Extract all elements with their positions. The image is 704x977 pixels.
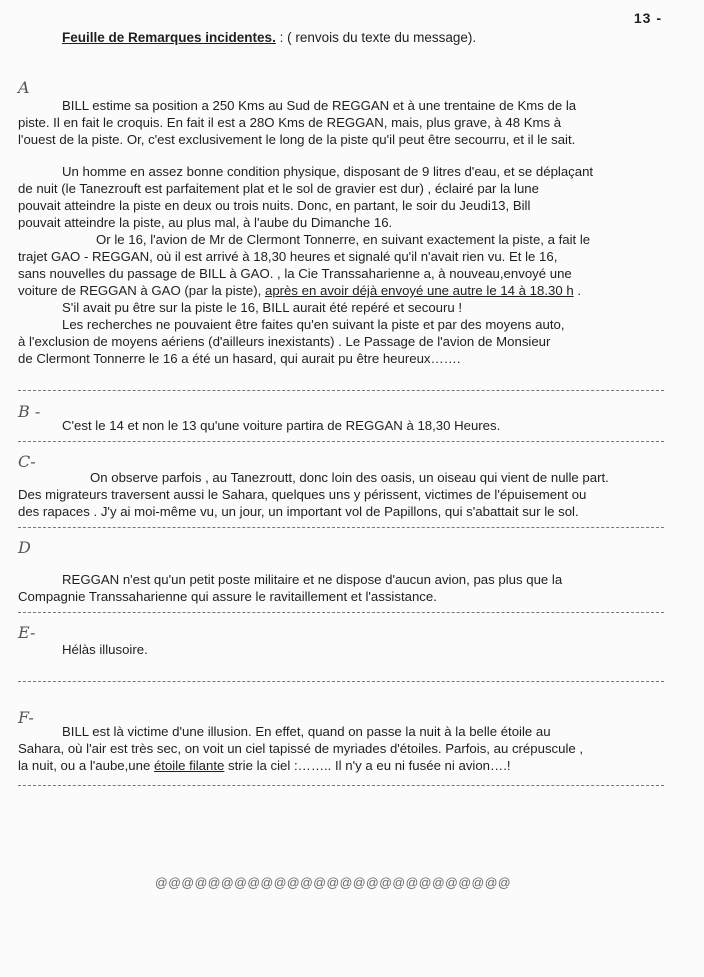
section-a-line: Un homme en assez bonne condition physique, disposant de 9 litres d'eau, et se déplaçant [62,164,594,179]
section-f-marker: F- [18,708,34,727]
section-a-line: pouvait atteindre la piste en deux ou trois nuits. Donc, en partant, le soir du Jeudi13, Bill [18,198,531,213]
section-a-line: l'ouest de la piste. Or, c'est exclusivement le long de la piste qu'il peut être secourru, et il le sait. [18,132,576,147]
section-a-line: de Clermont Tonnerre le 16 a été un hasard, qui aurait pu être heureux……. [18,351,461,366]
section-f-line [18,758,511,774]
section-a-line: S'il avait pu être sur la piste le 16, BILL aurait été repéré et secouru ! [62,300,463,315]
section-a-underlined-text: après en avoir déjà envoyé une autre le 14 à 18.30 h [265,283,574,298]
section-a-line: à l'exclusion de moyens aériens (d'ailleurs inexistants) . Le Passage de l'avion de Monsieur [18,334,551,349]
section-a-line-end: . [573,283,581,298]
section-f-line: Sahara, où l'air est très sec, on voit un ciel tapissé de myriades d'étoiles. Parfois, au crépuscule , [18,741,584,756]
header-title: Feuille de Remarques incidentes. [62,30,276,45]
page-number: 13 - [633,10,662,26]
section-c-line: des rapaces . J'y ai moi-même vu, un jour, un important vol de Papillons, qui s'abattait sur le sol. [18,504,579,519]
page-header [62,30,476,45]
section-a-line [18,283,581,299]
section-d-marker: D [18,538,31,557]
section-f-line: BILL est là victime d'une illusion. En effet, quand on passe la nuit à la belle étoile au [62,724,551,739]
section-a-line: de nuit (le Tanezrouft est parfaitement plat et le sol de gravier est dur) , éclairé par la lune [18,181,539,196]
section-a-line: trajet GAO - REGGAN, où il est arrivé à 18,30 heures et signalé qu'il n'avait rien vu. Et le 16, [18,249,558,264]
section-b-marker: B - [18,402,41,421]
section-e-text: Hélàs illusoire. [62,642,148,657]
separator [18,612,664,613]
separator [18,527,664,528]
section-f-line-end: strie la ciel :…….. Il n'y a eu ni fusée ni avion….! [224,758,511,773]
section-c-marker: C- [18,452,36,471]
section-a-line-start: voiture de REGGAN à GAO (par la piste), [18,283,265,298]
separator [18,390,664,391]
separator [18,785,664,786]
section-d-line: Compagnie Transsaharienne qui assure le ravitaillement et l'assistance. [18,589,437,604]
separator [18,681,664,682]
section-a-line: pouvait atteindre la piste, au plus mal, à l'aube du Dimanche 16. [18,215,393,230]
footer-ornament: @@@@@@@@@@@@@@@@@@@@@@@@@@@ [155,876,512,890]
section-e-marker: E- [18,623,36,642]
section-a-marker: A [18,78,30,97]
separator [18,441,664,442]
section-a-line: sans nouvelles du passage de BILL à GAO. , la Cie Transsaharienne a, à nouveau,envoyé une [18,266,572,281]
section-a-line: Or le 16, l'avion de Mr de Clermont Tonnerre, en suivant exactement la piste, a fait le [96,232,591,247]
section-c-line: On observe parfois , au Tanezroutt, donc loin des oasis, un oiseau qui vient de nulle part. [90,470,609,485]
section-d-line: REGGAN n'est qu'un petit poste militaire et ne dispose d'aucun avion, pas plus que la [62,572,563,587]
section-f-underlined-text: étoile filante [153,758,225,773]
section-c-line: Des migrateurs traversent aussi le Sahara, quelques uns y périssent, victimes de l'épuisement ou [18,487,587,502]
section-a-line: piste. Il en fait le croquis. En fait il est a 28O Kms de REGGAN, mais, plus grave, à 48 Kms à [18,115,562,130]
section-f-line-start: la nuit, ou a l'aube,une [18,758,154,773]
section-a-line: Les recherches ne pouvaient être faites qu'en suivant la piste et par des moyens auto, [62,317,565,332]
section-a-line: BILL estime sa position a 250 Kms au Sud de REGGAN et à une trentaine de Kms de la [62,98,577,113]
header-subtitle: : ( renvois du texte du message). [275,30,477,45]
section-b-text: C'est le 14 et non le 13 qu'une voiture partira de REGGAN à 18,30 Heures. [62,418,501,433]
